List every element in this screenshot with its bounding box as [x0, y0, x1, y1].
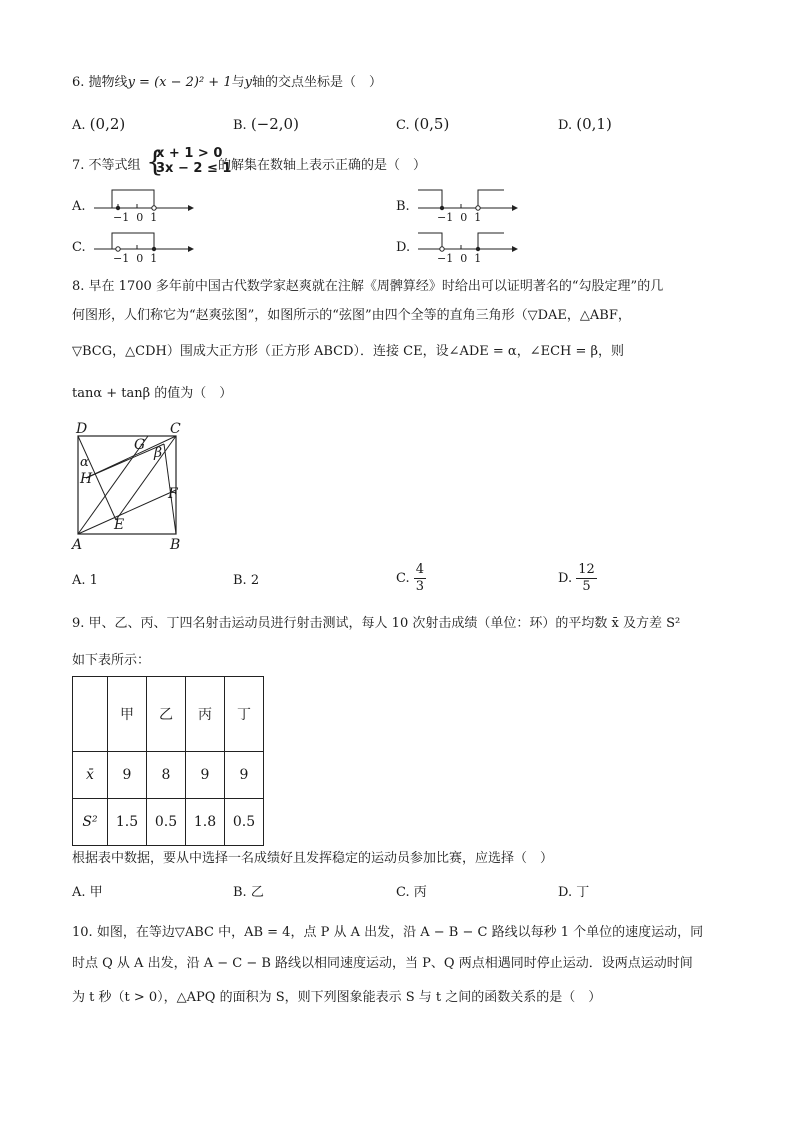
figure-label-a: A: [72, 537, 83, 553]
table-row: [73, 752, 264, 799]
table-cell: 1.8: [186, 799, 225, 846]
question-7-option-c-label[interactable]: C.: [72, 240, 86, 255]
table-row: [73, 799, 264, 846]
figure-label-d: D: [76, 421, 88, 437]
table-cell: S²: [73, 799, 108, 846]
figure-label-beta: β: [154, 445, 163, 461]
question-6-option-c[interactable]: C. (0,5): [396, 115, 450, 133]
figure-label-c: C: [170, 421, 181, 437]
table-cell: [73, 677, 108, 752]
table-cell: 8: [147, 752, 186, 799]
question-9-option-a[interactable]: A. 甲: [72, 885, 103, 900]
figure-label-b: B: [170, 537, 181, 553]
table-cell: 9: [225, 752, 264, 799]
figure-label-e: E: [114, 517, 125, 533]
question-7-number: 7.: [72, 158, 85, 173]
fraction-4-3: $\frac{4}{3}$: [415, 562, 425, 594]
inequality-2: 3x − 2 ≤ 1: [156, 161, 232, 176]
question-8-number: 8.: [72, 279, 85, 294]
table-header-cell: 乙: [147, 677, 186, 752]
table-header-cell: 甲: [108, 677, 147, 752]
question-8-line-1: 8. 早在 1700 多年前中国古代数学家赵爽就在注解《周髀算经》时给出可以证明著名的“勾股定理”的几: [72, 279, 664, 294]
table-cell: 9: [108, 752, 147, 799]
table-header-row: [73, 677, 264, 752]
question-6-option-a[interactable]: A. (0,2): [72, 115, 126, 133]
question-10-line-1: 10. 如图，在等边▽ABC 中，AB = 4，点 P 从 A 出发，沿 A − B − C 路线以每秒 1 个单位的速度运动，同: [72, 925, 704, 940]
table-cell: 9: [186, 752, 225, 799]
question-6-number: 6.: [72, 75, 85, 90]
scores-table: [72, 676, 264, 846]
fraction-12-5: $\frac{12}{5}$: [578, 562, 595, 594]
figure-label-g: G: [134, 437, 146, 453]
question-7-option-a-label[interactable]: A.: [72, 199, 86, 214]
question-9-line-2: 如下表所示：: [72, 653, 151, 668]
table-header-cell: 丙: [186, 677, 225, 752]
table-cell: 0.5: [225, 799, 264, 846]
question-8-option-a[interactable]: A. 1: [72, 573, 98, 588]
question-8-option-d[interactable]: D. $\frac{12}{5}$: [558, 562, 595, 594]
table-header-cell: 丁: [225, 677, 264, 752]
question-6-formula: y = (x − 2)² + 1: [127, 75, 232, 90]
question-8-option-c[interactable]: C. $\frac{4}{3}$: [396, 562, 425, 594]
inequality-1: x + 1 > 0: [156, 146, 223, 161]
question-10-number: 10.: [72, 925, 93, 940]
question-8-line-2: 何图形，人们称它为“赵爽弦图”，如图所示的“弦图”由四个全等的直角三角形（▽DAE，△ABF，: [72, 308, 631, 323]
figure-label-h: H: [80, 471, 93, 487]
question-7-stem: 7. 不等式组: [72, 158, 141, 173]
question-7-option-b-label[interactable]: B.: [396, 199, 410, 214]
table-cell: 1.5: [108, 799, 147, 846]
question-8-option-b[interactable]: B. 2: [233, 573, 260, 588]
question-6-option-d[interactable]: D. (0,1): [558, 115, 612, 133]
figure-label-f: F: [168, 486, 178, 502]
question-9-option-d[interactable]: D. 丁: [558, 885, 590, 900]
figure-label-alpha: α: [80, 455, 89, 470]
question-9-number: 9.: [72, 616, 85, 631]
table-cell: x̄: [73, 752, 108, 799]
left-brace: {: [146, 145, 164, 178]
question-9-option-b[interactable]: B. 乙: [233, 885, 264, 900]
question-6-option-b[interactable]: B. (−2,0): [233, 115, 299, 133]
question-9-option-c[interactable]: C. 丙: [396, 885, 427, 900]
question-8-line-3: ▽BCG，△CDH）围成大正方形（正方形 ABCD）．连接 CE，设∠ADE = α，∠ECH = β，则: [72, 344, 625, 359]
question-10-line-2: 时点 Q 从 A 出发，沿 A − C − B 路线以相同速度运动，当 P、Q 两点相遇同时停止运动．设两点运动时间: [72, 956, 693, 971]
question-7-option-d-label[interactable]: D.: [396, 240, 411, 255]
question-9-line-1: 9. 甲、乙、丙、丁四名射击运动员进行射击测试，每人 10 次射击成绩（单位：环）的平均数 x̄ 及方差 S²: [72, 616, 681, 631]
question-8-line-4: tanα + tanβ 的值为（ ）: [72, 386, 233, 401]
question-9-line-3: 根据表中数据，要从中选择一名成绩好且发挥稳定的运动员参加比赛，应选择（ ）: [72, 851, 554, 866]
question-10-line-3: 为 t 秒（t > 0），△APQ 的面积为 S，则下列图象能表示 S 与 t 之间的函数关系的是（ ）: [72, 990, 602, 1005]
table-cell: 0.5: [147, 799, 186, 846]
question-6-stem: 6. 抛物线y = (x − 2)² + 1与y轴的交点坐标是（ ）: [72, 75, 382, 90]
